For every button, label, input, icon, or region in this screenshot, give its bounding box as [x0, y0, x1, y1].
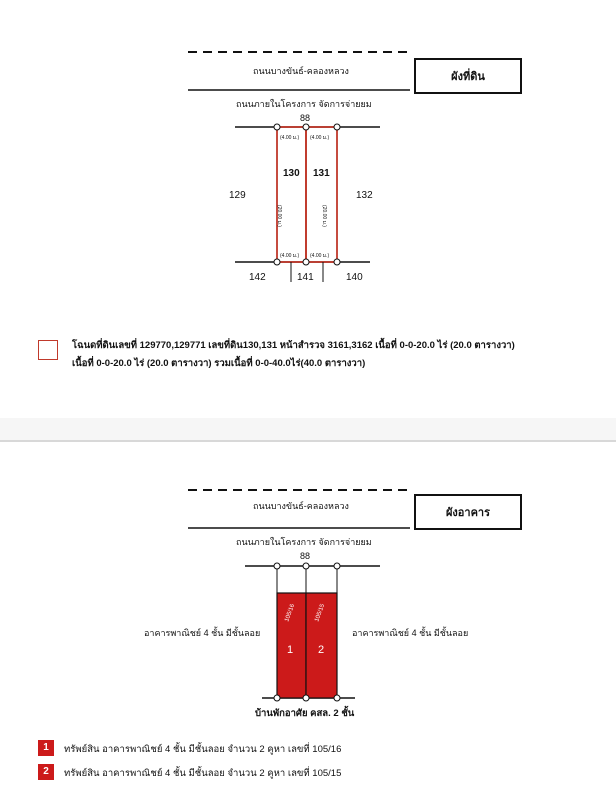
- unit-2-number: 2: [318, 644, 325, 656]
- boundary-pin: [303, 563, 309, 569]
- boundary-pin: [334, 695, 340, 701]
- bottom-right-neighbor: 140: [346, 272, 363, 283]
- land-plan-title: ผังที่ดิน: [414, 58, 522, 94]
- right-building-label: อาคารพาณิชย์ 4 ชั้น มีชั้นลอย: [352, 628, 469, 638]
- boundary-pin: [274, 695, 280, 701]
- boundary-pin: [274, 563, 280, 569]
- land-legend-line2: เนื้อที่ 0-0-20.0 ไร่ (20.0 ตารางวา) รวมเนื้อที่ 0-0-40.0ไร่(40.0 ตารางวา): [72, 358, 366, 369]
- plot-131-width: (4.00 ม.): [310, 135, 330, 141]
- plot-top-number: 88: [300, 551, 311, 561]
- road-main-label: ถนนบางขันธ์-คลองหลวง: [253, 501, 349, 511]
- bottom-mid-neighbor: 141: [297, 272, 314, 283]
- legend-2-swatch: 2: [38, 764, 54, 780]
- unit-1-number: 1: [287, 644, 294, 656]
- plot-130-label: 130: [283, 168, 300, 179]
- plot-131-depth: (20.00 ม.): [320, 205, 327, 227]
- road-internal-label: ถนนภายในโครงการ จัดการจ่ายยม: [236, 537, 372, 547]
- legend-2-text: ทรัพย์สิน อาคารพาณิชย์ 4 ชั้น มีชั้นลอย จำนวน 2 คูหา เลขที่ 105/15: [64, 768, 342, 779]
- boundary-pin: [334, 124, 340, 130]
- boundary-pin: [303, 695, 309, 701]
- bottom-building-label: บ้านพักอาศัย คสล. 2 ชั้น: [255, 708, 355, 719]
- unit-2-address: 105/15: [314, 603, 327, 623]
- plot-131-outline: [306, 127, 337, 262]
- boundary-pin: [303, 259, 309, 265]
- boundary-pin: [334, 563, 340, 569]
- building-plan-title: ผังอาคาร: [414, 494, 522, 530]
- plot-131-width-bottom: (4.00 ม.): [310, 253, 330, 259]
- plot-130-width-bottom: (4.00 ม.): [280, 253, 300, 259]
- right-neighbor-number: 132: [356, 190, 373, 201]
- road-internal-label: ถนนภายในโครงการ จัดการจ่ายยม: [236, 99, 372, 109]
- left-neighbor-number: 129: [229, 190, 246, 201]
- plot-130-width: (4.00 ม.): [280, 135, 300, 141]
- road-main-label: ถนนบางขันธ์-คลองหลวง: [253, 66, 349, 76]
- unit-1-address: 105/16: [284, 603, 297, 623]
- bottom-left-neighbor: 142: [249, 272, 266, 283]
- plot-130-outline: [277, 127, 306, 262]
- left-building-label: อาคารพาณิชย์ 4 ชั้น มีชั้นลอย: [144, 628, 261, 638]
- boundary-pin: [274, 124, 280, 130]
- plot-130-depth: (20.00 ม.): [275, 205, 282, 227]
- boundary-pin: [303, 124, 309, 130]
- legend-1-swatch: 1: [38, 740, 54, 756]
- building-plan-panel: [0, 440, 616, 802]
- plot-top-number: 88: [300, 113, 311, 123]
- land-legend-swatch: [38, 340, 58, 360]
- legend-1-text: ทรัพย์สิน อาคารพาณิชย์ 4 ชั้น มีชั้นลอย จำนวน 2 คูหา เลขที่ 105/16: [64, 744, 342, 755]
- boundary-pin: [334, 259, 340, 265]
- panel-gap: [0, 418, 616, 440]
- plot-131-label: 131: [313, 168, 330, 179]
- land-legend-line1: โฉนดที่ดินเลขที่ 129770,129771 เลขที่ดิน130,131 หน้าสำรวจ 3161,3162 เนื้อที่ 0-0-20.0 ไร่ (20.0 ตารางวา): [72, 340, 515, 351]
